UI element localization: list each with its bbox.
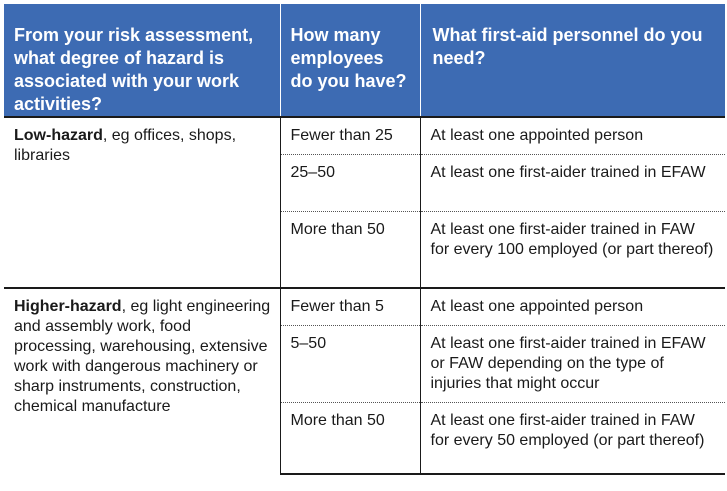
category-label: Low-hazard (14, 127, 103, 144)
personnel-cell: At least one first-aider trained in EFAW (420, 155, 725, 212)
header-row (4, 4, 725, 117)
category-description: , eg light engineering and assembly work, food processing, warehousing, extensive work with dangerous machinery or sharp instruments, construction, chemical manufacture (14, 297, 271, 415)
personnel-cell: At least one appointed person (420, 117, 725, 155)
category-higher-hazard (4, 288, 280, 475)
employee-count-cell: More than 50 (280, 402, 420, 474)
personnel-cell: At least one appointed person (420, 288, 725, 326)
employee-count-cell: More than 50 (280, 212, 420, 288)
employee-count-cell: Fewer than 25 (280, 117, 420, 155)
table-row (4, 288, 725, 326)
header-personnel-needed: What first-aid personnel do you need? (420, 4, 725, 117)
employee-count-cell: 25–50 (280, 155, 420, 212)
personnel-cell: At least one first-aider trained in FAW for every 100 employed (or part thereof) (420, 212, 725, 288)
header-hazard-degree: From your risk assessment, what degree of hazard is associated with your work activities? (4, 4, 280, 117)
employee-count-cell: 5–50 (280, 325, 420, 402)
category-label: Higher-hazard (14, 297, 122, 315)
first-aid-requirements-table (4, 4, 725, 475)
personnel-cell: At least one first-aider trained in EFAW or FAW depending on the type of injuries that might occur (420, 325, 725, 402)
table-row (4, 117, 725, 155)
category-low-hazard (4, 117, 280, 288)
employee-count-cell: Fewer than 5 (280, 288, 420, 326)
header-employee-count: How many employees do you have? (280, 4, 420, 117)
category-description: , eg offices, shops, libraries (14, 127, 237, 164)
personnel-cell: At least one first-aider trained in FAW for every 50 employed (or part thereof) (420, 402, 725, 474)
